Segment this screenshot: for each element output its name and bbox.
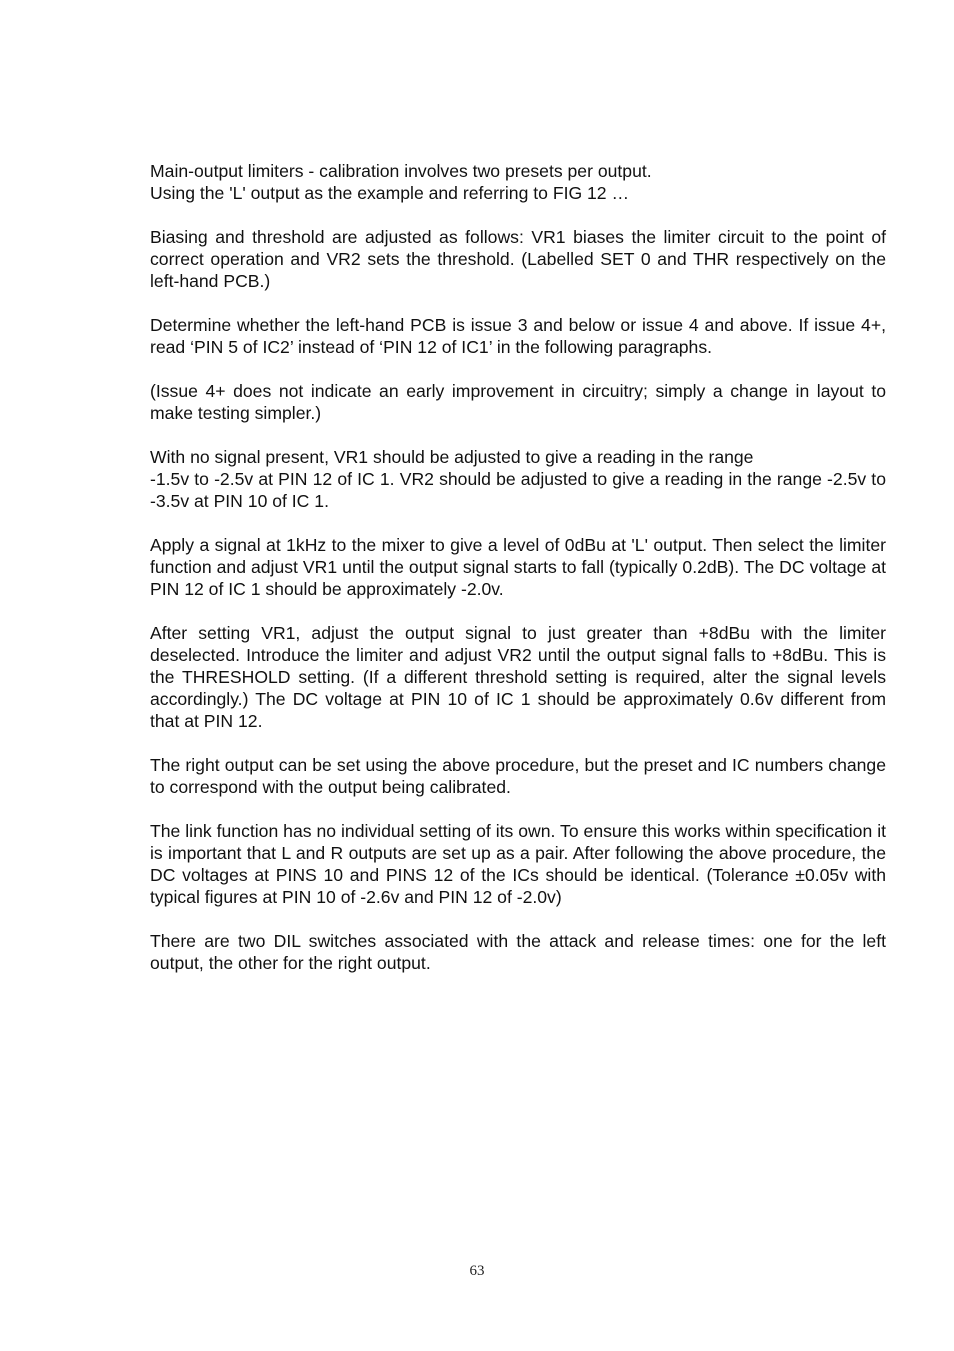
threshold-setting-paragraph: After setting VR1, adjust the output signal to just greater than +8dBu with the limiter deselected. Introduce the limiter and adjust VR2 until the output signal falls to +8dBu. This is the THRESHOLD setting. (If a different threshold setting is required, alter the signal levels accordingly.) The DC voltage at PIN 10 of IC 1 should be approximately 0.6v different from that at PIN 12. (150, 623, 886, 731)
intro-line-2: Using the 'L' output as the example and referring to FIG 12 … (150, 183, 630, 203)
intro-paragraph (150, 160, 886, 204)
link-function-paragraph: The link function has no individual setting of its own. To ensure this works within specification it is important that L and R outputs are set up as a pair. After following the above procedure, the DC voltages at PINS 10 and PINS 12 of the ICs should be identical. (Tolerance ±0.05v with typical figures at PIN 10 of -2.6v and PIN 12 of -2.0v) (150, 821, 886, 907)
bias-threshold-paragraph: Biasing and threshold are adjusted as follows: VR1 biases the limiter circuit to the point of correct operation and VR2 sets the threshold. (Labelled SET 0 and THR respectively on the left-hand PCB.) (150, 227, 886, 291)
right-output-paragraph: The right output can be set using the above procedure, but the preset and IC numbers change to correspond with the output being calibrated. (150, 755, 886, 797)
document-body (150, 160, 886, 996)
apply-signal-paragraph: Apply a signal at 1kHz to the mixer to give a level of 0dBu at 'L' output. Then select the limiter function and adjust VR1 until the output signal starts to fall (typically 0.2dB). The DC voltage at PIN 12 of IC 1 should be approximately -2.0v. (150, 535, 886, 599)
range-line-2: -1.5v to -2.5v at PIN 12 of IC 1. VR2 should be adjusted to give a reading in the range -2.5v to -3.5v at PIN 10 of IC 1. (150, 469, 886, 511)
dil-switches-paragraph: There are two DIL switches associated with the attack and release times: one for the left output, the other for the right output. (150, 931, 886, 973)
issue-note-paragraph: (Issue 4+ does not indicate an early improvement in circuitry; simply a change in layout to make testing simpler.) (150, 381, 886, 423)
intro-line-1: Main-output limiters - calibration involves two presets per output. (150, 161, 652, 181)
pcb-issue-paragraph: Determine whether the left-hand PCB is issue 3 and below or issue 4 and above. If issue 4+, read ‘PIN 5 of IC2’ instead of ‘PIN 12 of IC1’ in the following paragraphs. (150, 315, 886, 357)
no-signal-range-paragraph (150, 446, 886, 512)
range-line-1: With no signal present, VR1 should be adjusted to give a reading in the range (150, 447, 754, 467)
page-number: 63 (469, 1263, 485, 1279)
